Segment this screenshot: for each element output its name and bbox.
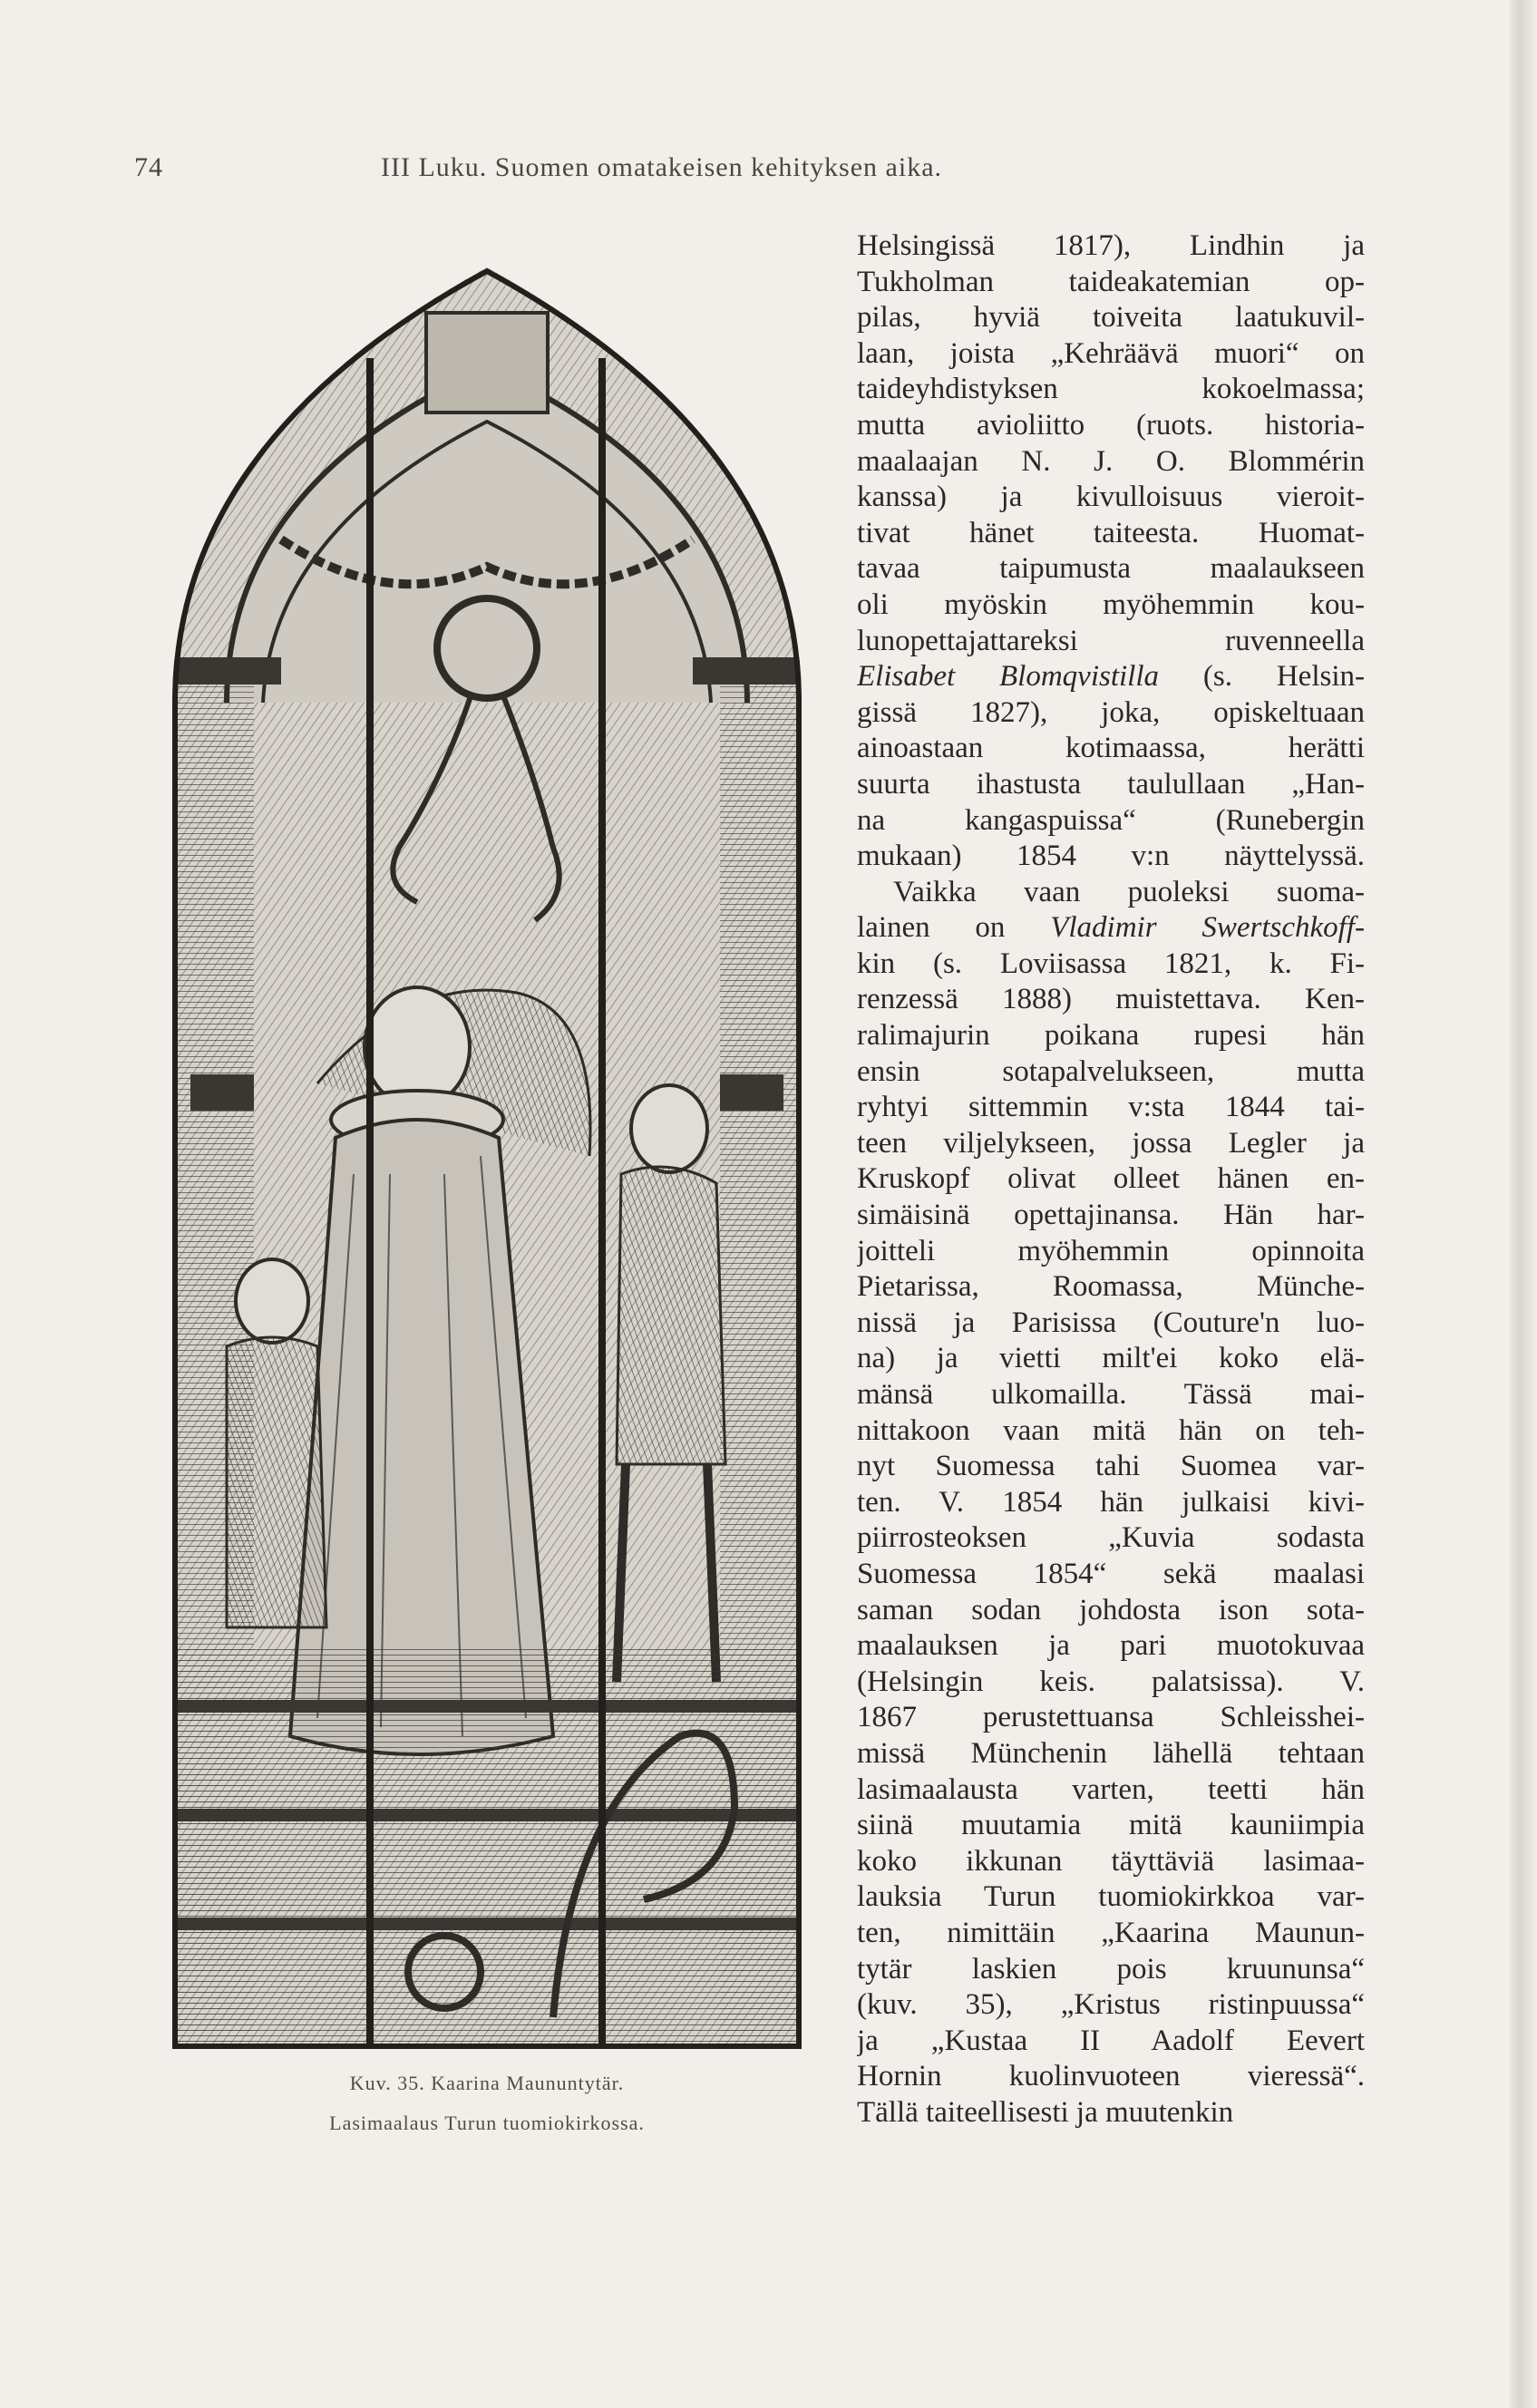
text-line: kanssa) ja kivulloisuus vieroit- (857, 481, 1365, 514)
text-line: ten, nimittäin „Kaarina Maunun- (857, 1916, 1365, 1949)
text-line: Tukholman taideakatemian op- (857, 265, 1365, 298)
text-line: (kuv. 35), „Kristus ristinpuussa“ (857, 1988, 1365, 2022)
text-line: lauksia Turun tuomiokirkkoa var- (857, 1880, 1365, 1914)
text-line: renzessä 1888) muistettava. Ken- (857, 983, 1365, 1016)
text-line: piirrosteoksen „Kuvia sodasta (857, 1521, 1365, 1555)
text-line: teen viljelykseen, jossa Legler ja (857, 1126, 1365, 1160)
text-line: laan, joista „Kehräävä muori“ on (857, 336, 1365, 370)
text-line: pilas, hyviä toiveita laatukuvil- (857, 301, 1365, 335)
body-text-column (857, 228, 1365, 2131)
text-line: missä Münchenin lähellä tehtaan (857, 1736, 1365, 1770)
text-line: na kangaspuissa“ (Runebergin (857, 803, 1365, 837)
text-line: maalaajan N. J. O. Blommérin (857, 444, 1365, 478)
text-line: mutta avioliitto (ruots. historia- (857, 408, 1365, 442)
text-line: mänsä ulkomailla. Tässä mai- (857, 1378, 1365, 1411)
text-line: Elisabet Blomqvistilla (s. Helsin- (857, 660, 1365, 694)
text-line: Hornin kuolinvuoteen vieressä“. (857, 2060, 1365, 2093)
text-line: koko ikkunan täyttäviä lasimaa- (857, 1844, 1365, 1878)
text-line: mukaan) 1854 v:n näyttelyssä. (857, 840, 1365, 873)
text-line: tivat hänet taiteesta. Huomat- (857, 516, 1365, 549)
text-line: ainoastaan kotimaassa, herätti (857, 732, 1365, 765)
text-line: siinä muutamia mitä kauniimpia (857, 1809, 1365, 1842)
page-number: 74 (134, 152, 163, 182)
text-line: lasimaalausta varten, teetti hän (857, 1772, 1365, 1806)
figure-caption (172, 2072, 802, 2135)
text-line: 1867 perustettuansa Schleisshei- (857, 1701, 1365, 1734)
text-line: taideyhdistyksen kokoelmassa; (857, 373, 1365, 406)
text-line: joitteli myöhemmin opinnoita (857, 1234, 1365, 1267)
text-line: Pietarissa, Roomassa, Münche- (857, 1270, 1365, 1304)
text-line: na) ja vietti milt'ei koko elä- (857, 1342, 1365, 1375)
page-edge-shadow (1510, 0, 1537, 2408)
text-line: (Helsingin keis. palatsissa). V. (857, 1665, 1365, 1698)
text-line: lainen on Vladimir Swertschkoff- (857, 911, 1365, 945)
text-line: ja „Kustaa II Aadolf Eevert (857, 2024, 1365, 2057)
text-line: Suomessa 1854“ sekä maalasi (857, 1557, 1365, 1590)
caption-subtitle: Lasimaalaus Turun tuomiokirkossa. (329, 2112, 645, 2134)
caption-title: Kuv. 35. Kaarina Maununtytär. (349, 2072, 625, 2094)
text-line: Kruskopf olivat olleet hänen en- (857, 1162, 1365, 1196)
text-line: nissä ja Parisissa (Couture'n luo- (857, 1306, 1365, 1339)
text-line: maalauksen ja pari muotokuvaa (857, 1629, 1365, 1663)
text-line: kin (s. Loviisassa 1821, k. Fi- (857, 947, 1365, 980)
running-title: III Luku. Suomen omatakeisen kehityksen aika. (381, 152, 943, 182)
stained-glass-figure (172, 267, 802, 2049)
text-line: ten. V. 1854 hän julkaisi kivi- (857, 1485, 1365, 1519)
text-line: tavaa taipumusta maalaukseen (857, 552, 1365, 586)
text-line: Vaikka vaan puoleksi suoma- (893, 875, 1365, 908)
text-line: ensin sotapalvelukseen, mutta (857, 1054, 1365, 1088)
text-line: ralimajurin poikana rupesi hän (857, 1019, 1365, 1053)
text-line: simäisinä opettajinansa. Hän har- (857, 1199, 1365, 1232)
text-line: suurta ihastusta taulullaan „Han- (857, 767, 1365, 801)
text-line: ryhtyi sittemmin v:sta 1844 tai- (857, 1091, 1365, 1124)
text-line: saman sodan johdosta ison sota- (857, 1593, 1365, 1626)
text-line: oli myöskin myöhemmin kou- (857, 587, 1365, 621)
text-line: nyt Suomessa tahi Suomea var- (857, 1450, 1365, 1483)
text-line: tytär laskien pois kruununsa“ (857, 1952, 1365, 1986)
text-line: Helsingissä 1817), Lindhin ja (857, 229, 1365, 262)
text-line: nittakoon vaan mitä hän on teh- (857, 1413, 1365, 1447)
text-line: gissä 1827), joka, opiskeltuaan (857, 695, 1365, 729)
text-line: Tällä taiteellisesti ja muutenkin (857, 2095, 1234, 2129)
running-header (134, 152, 1095, 189)
stained-glass-window-engraving-icon (172, 267, 802, 2049)
text-line: lunopettajattareksi ruvenneella (857, 624, 1365, 657)
